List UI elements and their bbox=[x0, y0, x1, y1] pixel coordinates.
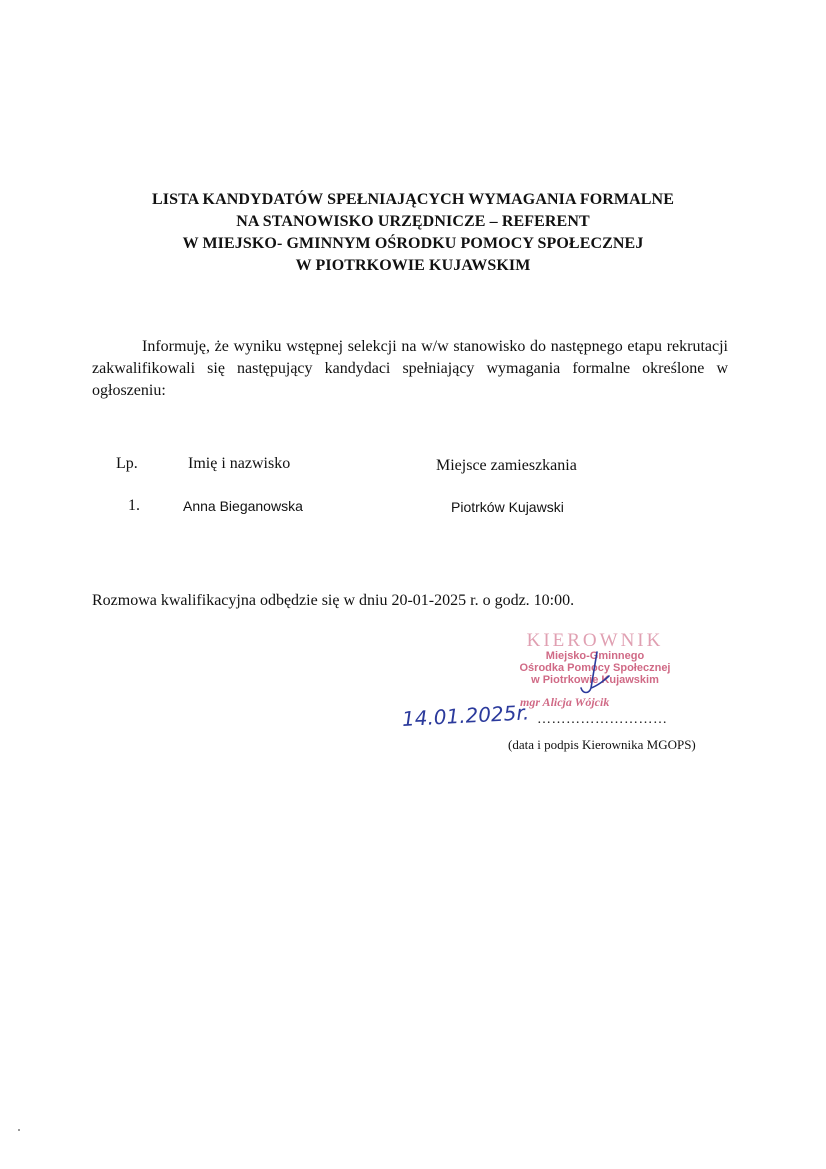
header-place: Miejsce zamieszkania bbox=[436, 457, 577, 474]
stamp-name: mgr Alicja Wójcik bbox=[520, 695, 610, 709]
title-line-4: W PIOTRKOWIE KUJAWSKIM bbox=[295, 257, 531, 274]
stamp-title: KIEROWNIK bbox=[526, 630, 664, 651]
stamp-line-3: Ośrodka Pomocy Społecznej bbox=[519, 662, 671, 674]
intro-text: Informuję, że wyniku wstępnej selekcji na w/w stanowisko do następnego etapu rekrutacji zakwalifikowali się następujący kandydaci spełniający wymagania formalne określone w ogłoszeniu: bbox=[92, 338, 728, 399]
intro-paragraph bbox=[92, 336, 728, 402]
title-line-1: LISTA KANDYDATÓW SPEŁNIAJĄCYCH WYMAGANIA FORMALNE bbox=[152, 191, 674, 208]
signature-mark bbox=[575, 650, 615, 700]
title-line-2: NA STANOWISKO URZĘDNICZE – REFERENT bbox=[236, 213, 590, 230]
document-title bbox=[0, 189, 826, 277]
row-place: Piotrków Kujawski bbox=[451, 499, 564, 515]
header-lp: Lp. bbox=[116, 455, 138, 472]
signature-line: ……………………… bbox=[537, 712, 668, 727]
header-name: Imię i nazwisko bbox=[188, 455, 291, 472]
title-line-3: W MIEJSKO- GMINNYM OŚRODKU POMOCY SPOŁECZNEJ bbox=[182, 235, 644, 252]
signature-caption: (data i podpis Kierownika MGOPS) bbox=[508, 737, 696, 752]
stamp-line-4: w Piotrkowie Kujawskim bbox=[531, 674, 659, 686]
scan-speck bbox=[18, 1129, 20, 1131]
interview-notice: Rozmowa kwalifikacyjna odbędzie się w dniu 20-01-2025 r. o godz. 10:00. bbox=[92, 592, 575, 609]
row-lp: 1. bbox=[128, 497, 140, 514]
stamp-line-2: Miejsko-Gminnego bbox=[545, 650, 645, 662]
row-name: Anna Bieganowska bbox=[183, 498, 303, 514]
handwritten-date: 14.01.2025r. bbox=[401, 700, 530, 731]
